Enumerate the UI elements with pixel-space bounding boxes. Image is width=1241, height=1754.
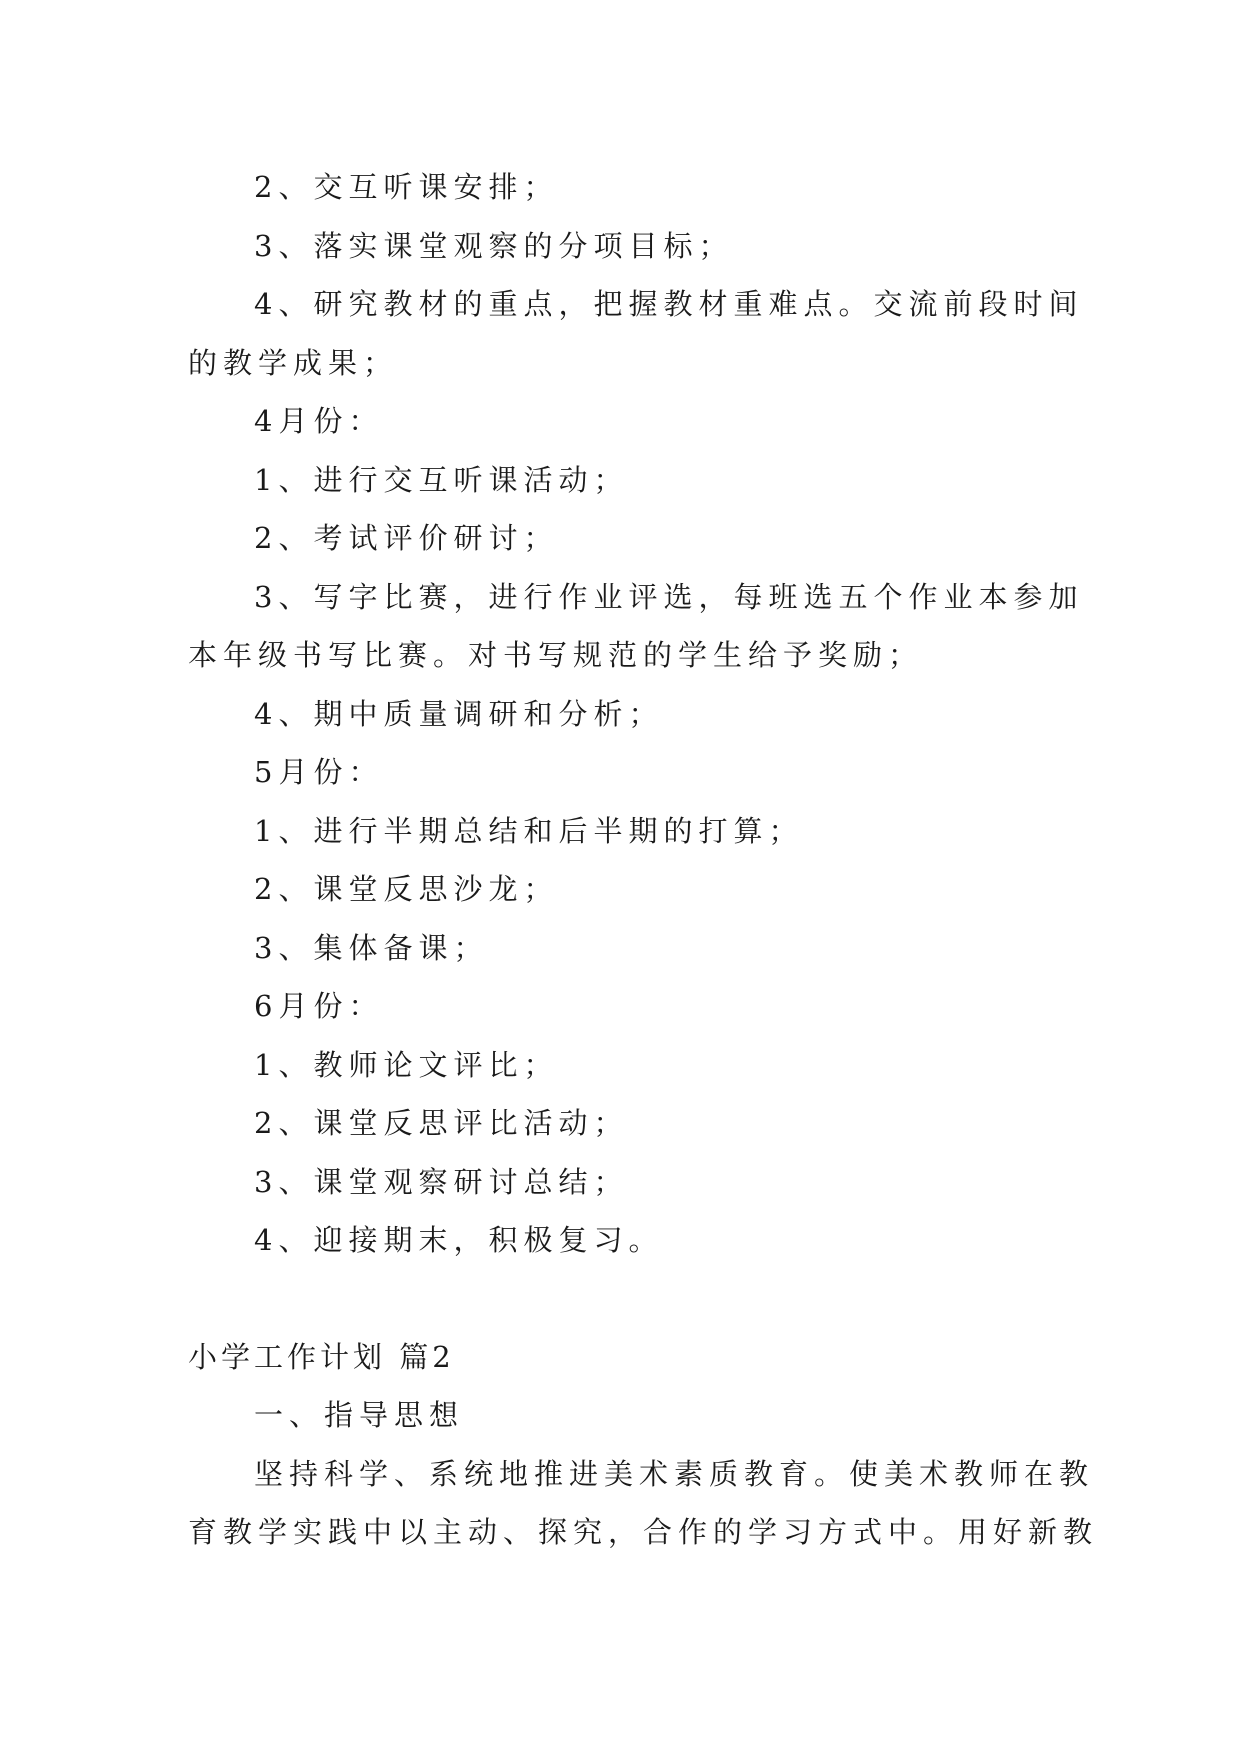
text-line: 的教学成果； bbox=[188, 345, 399, 380]
text-line: 育教学实践中以主动、探究，合作的学习方式中。用好新教 bbox=[188, 1515, 1099, 1549]
text-line: 2、考试评价研讨； bbox=[254, 521, 559, 555]
text-line: 4、期中质量调研和分析； bbox=[254, 696, 664, 731]
text-line: 4月份： bbox=[254, 404, 384, 438]
text-line: 3、落实课堂观察的分项目标； bbox=[254, 228, 734, 263]
text-line: 5月份： bbox=[254, 755, 384, 789]
text-block-part2 bbox=[188, 1386, 1099, 1562]
section-title: 小学工作计划 篇2 bbox=[188, 1339, 455, 1374]
document-page bbox=[188, 158, 1099, 1562]
text-line: 3、集体备课； bbox=[254, 930, 489, 965]
text-line: 2、课堂反思沙龙； bbox=[254, 872, 559, 906]
text-line: 6月份： bbox=[254, 989, 384, 1023]
text-line: 2、课堂反思评比活动； bbox=[254, 1106, 629, 1140]
text-line: 1、进行半期总结和后半期的打算； bbox=[254, 813, 804, 848]
paragraph-gap bbox=[188, 1270, 1054, 1328]
text-line: 1、进行交互听课活动； bbox=[254, 462, 629, 497]
text-line: 本年级书写比赛。对书写规范的学生给予奖励； bbox=[188, 638, 924, 672]
text-block-part1 bbox=[188, 158, 1084, 1270]
text-line: 4、迎接期末，积极复习。 bbox=[254, 1223, 664, 1257]
text-line: 一、指导思想 bbox=[254, 1398, 465, 1432]
text-line: 1、教师论文评比； bbox=[254, 1047, 559, 1082]
text-line: 4、研究教材的重点，把握教材重难点。交流前段时间 bbox=[254, 287, 1084, 321]
text-line: 坚持科学、系统地推进美术素质教育。使美术教师在教 bbox=[254, 1456, 1095, 1491]
text-line: 2、交互听课安排； bbox=[254, 170, 559, 204]
text-line: 3、课堂观察研讨总结； bbox=[254, 1164, 629, 1199]
text-line: 3、写字比赛，进行作业评选，每班选五个作业本参加 bbox=[254, 579, 1084, 614]
